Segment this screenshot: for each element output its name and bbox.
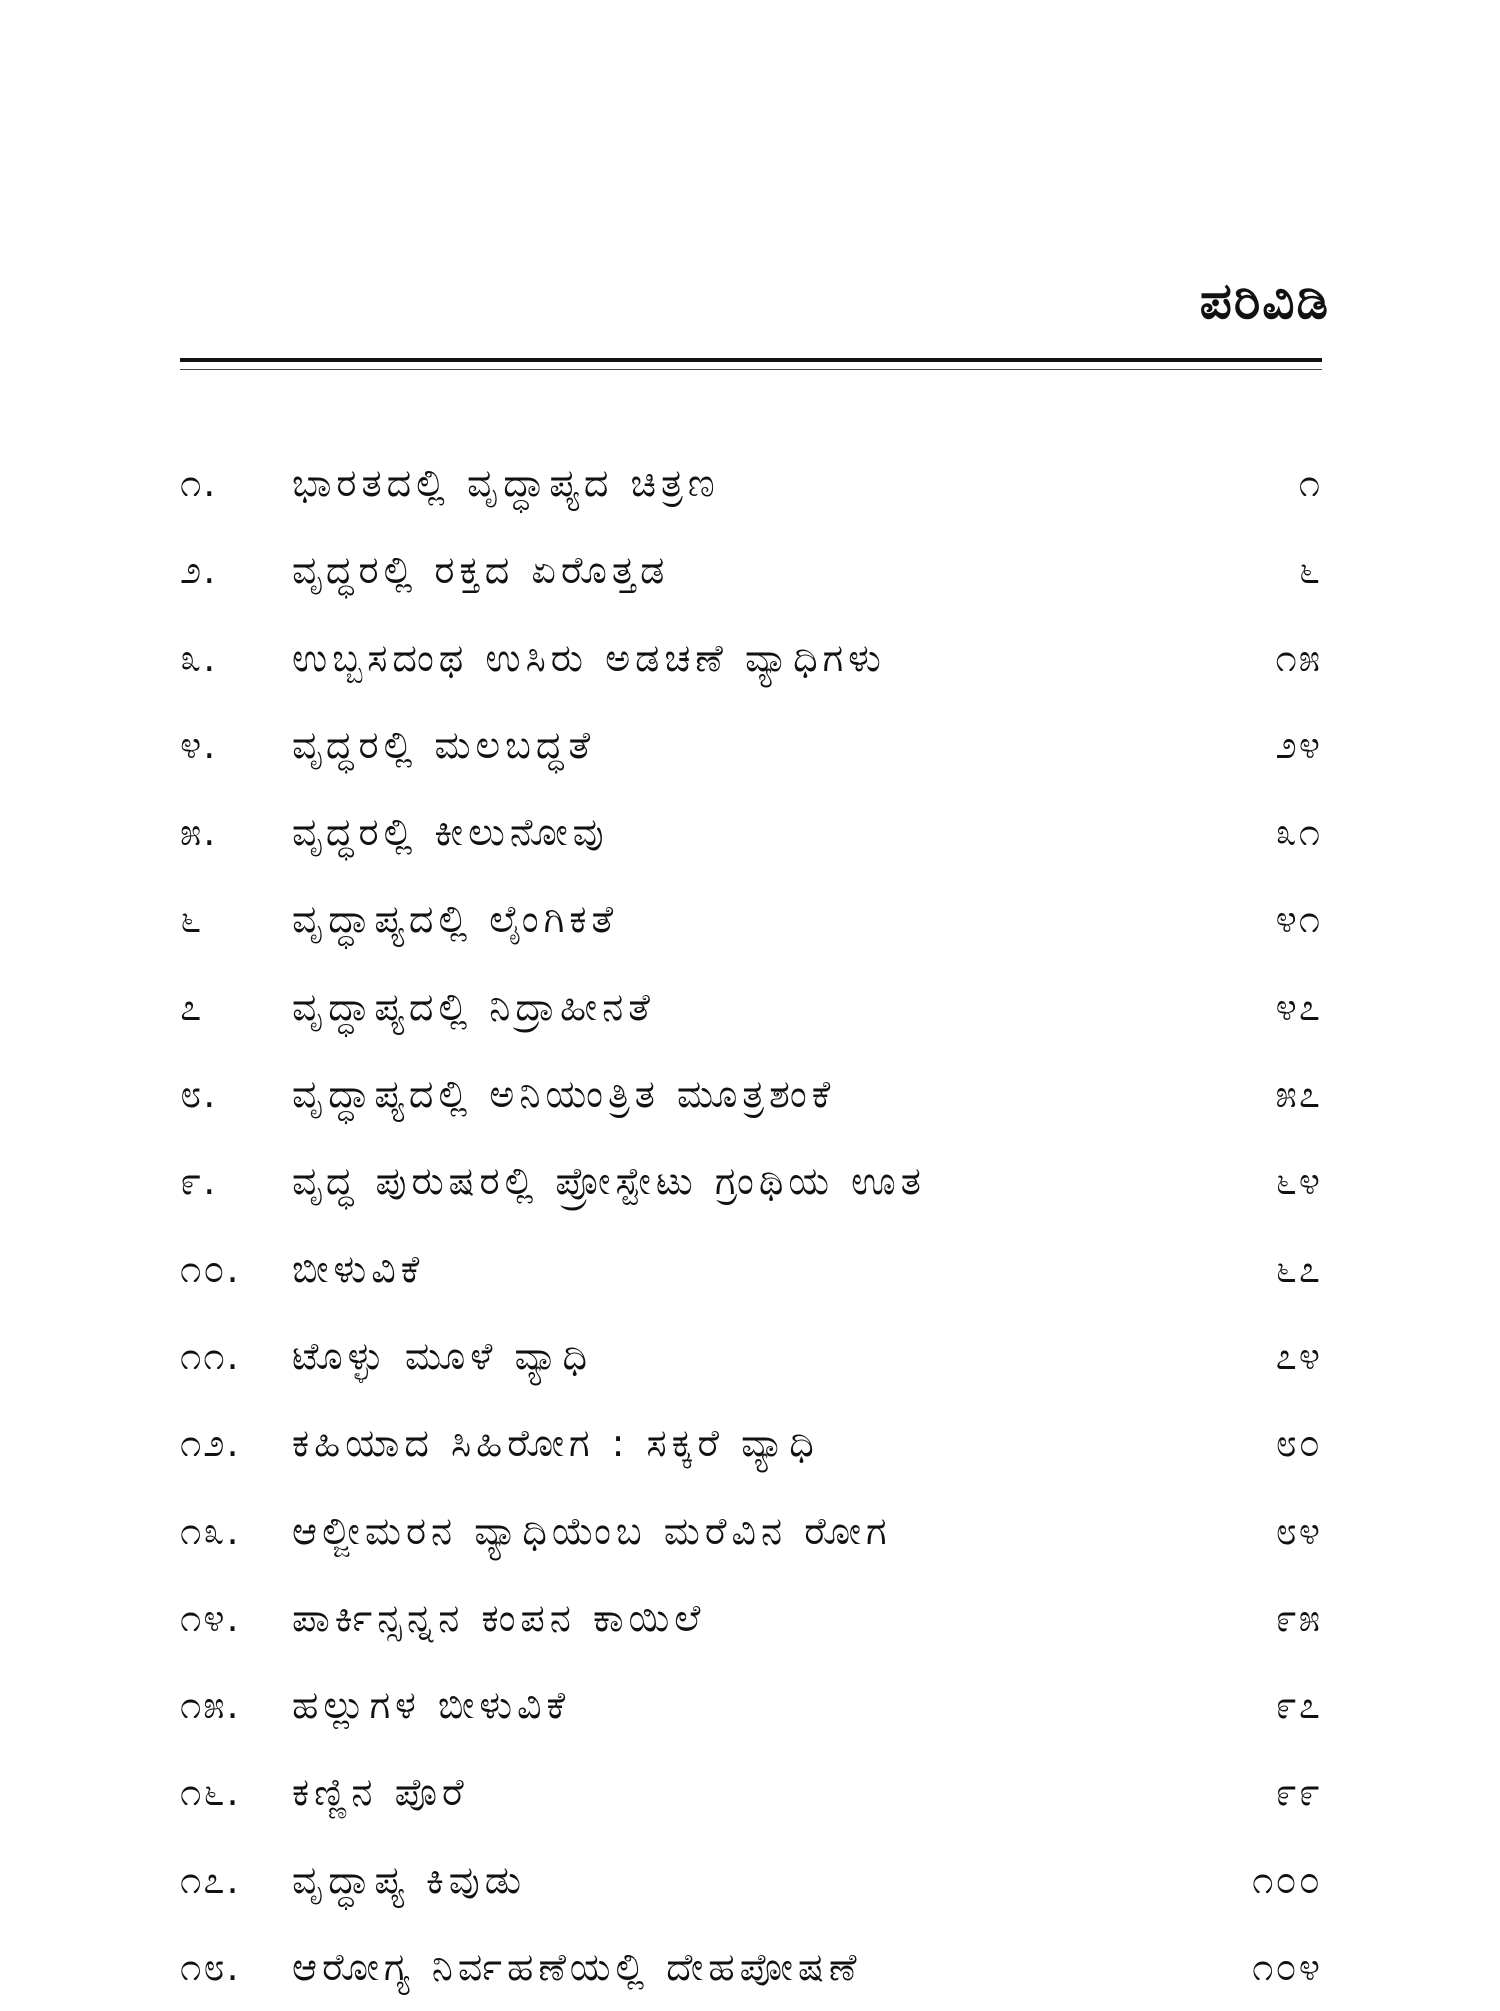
toc-entry [180, 1575, 1322, 1662]
toc-entry [180, 1837, 1322, 1924]
entry-page: ೮೦ [1275, 1421, 1322, 1466]
entry-number: ೬ [180, 897, 204, 942]
entry-number: ೧೮. [180, 1945, 241, 1990]
toc-entry [180, 1924, 1322, 2011]
entry-number: ೧೬. [180, 1770, 241, 1815]
entry-page: ೧೦೦ [1252, 1857, 1322, 1902]
toc-list [180, 440, 1322, 2011]
toc-entry [180, 1400, 1322, 1487]
toc-entry [180, 1138, 1322, 1225]
entry-title: ಉಬ್ಬಸದಂಥ ಉಸಿರು ಅಡಚಣೆ ವ್ಯಾಧಿಗಳು [292, 635, 886, 680]
entry-title: ಹಲ್ಲುಗಳ ಬೀಳುವಿಕೆ [292, 1683, 571, 1728]
toc-entry [180, 1749, 1322, 1836]
entry-title: ವೃದ್ಧಾಪ್ಯದಲ್ಲಿ ಅನಿಯಂತ್ರಿತ ಮೂತ್ರಶಂಕೆ [292, 1072, 836, 1117]
entry-page: ೪೧ [1275, 897, 1322, 942]
entry-page: ೫೭ [1275, 1072, 1322, 1117]
entry-page: ೭೪ [1275, 1333, 1322, 1378]
entry-number: ೧೦. [180, 1246, 241, 1291]
toc-entry [180, 615, 1322, 702]
toc-entry [180, 527, 1322, 614]
entry-number: ೧೪. [180, 1595, 241, 1640]
entry-number: ೧೭. [180, 1857, 241, 1902]
entry-title: ಬೀಳುವಿಕೆ [292, 1246, 425, 1291]
entry-title: ಕಣ್ಣಿನ ಪೊರೆ [292, 1770, 469, 1815]
toc-entry [180, 964, 1322, 1051]
entry-number: ೧೧. [180, 1333, 241, 1378]
entry-page: ೧೦೪ [1252, 1945, 1322, 1990]
entry-title: ಪಾರ್ಕಿನ್ಸನ್ನನ ಕಂಪನ ಕಾಯಿಲೆ [292, 1595, 706, 1640]
entry-page: ೮೪ [1275, 1508, 1322, 1553]
toc-entry [180, 876, 1322, 963]
toc-entry [180, 1488, 1322, 1575]
entry-page: ೯೫ [1275, 1595, 1322, 1640]
toc-entry [180, 1313, 1322, 1400]
entry-number: ೯. [180, 1159, 218, 1204]
entry-title: ವೃದ್ಧಾಪ್ಯ ಕಿವುಡು [292, 1857, 527, 1902]
entry-number: ೧. [180, 461, 218, 505]
page-title: ಪರಿವಿಡಿ [1199, 272, 1330, 330]
entry-page: ೬ [1298, 548, 1322, 593]
entry-page: ೬೭ [1275, 1246, 1322, 1291]
entry-page: ೧ [1298, 461, 1322, 505]
entry-title: ವೃದ್ಧರಲ್ಲಿ ಕೀಲುನೋವು [292, 810, 609, 855]
entry-page: ೯೭ [1275, 1683, 1322, 1728]
entry-number: ೮. [180, 1072, 218, 1117]
toc-entry [180, 789, 1322, 876]
entry-title: ಆರೋಗ್ಯ ನಿರ್ವಹಣೆಯಲ್ಲಿ ದೇಹಪೋಷಣೆ [292, 1945, 862, 1990]
entry-title: ವೃದ್ಧಾಪ್ಯದಲ್ಲಿ ನಿದ್ರಾಹೀನತೆ [292, 984, 655, 1029]
entry-title: ವೃದ್ಧರಲ್ಲಿ ರಕ್ತದ ಏರೊತ್ತಡ [292, 548, 670, 593]
title-rule-thick [180, 358, 1322, 362]
toc-entry [180, 1051, 1322, 1138]
entry-page: ೩೧ [1275, 810, 1322, 855]
entry-number: ೩. [180, 635, 218, 680]
entry-number: ೧೩. [180, 1508, 241, 1553]
entry-page: ೬೪ [1275, 1159, 1322, 1204]
entry-number: ೧೫. [180, 1683, 241, 1728]
entry-page: ೨೪ [1275, 722, 1322, 767]
entry-number: ೭ [180, 984, 204, 1029]
title-rule-thin [180, 369, 1322, 370]
entry-title: ಕಹಿಯಾದ ಸಿಹಿರೋಗ : ಸಕ್ಕರೆ ವ್ಯಾಧಿ [292, 1421, 819, 1466]
toc-entry [180, 1226, 1322, 1313]
entry-page: ೧೫ [1275, 635, 1322, 680]
entry-title: ಭಾರತದಲ್ಲಿ ವೃದ್ಧಾಪ್ಯದ ಚಿತ್ರಣ [292, 461, 720, 505]
entry-number: ೪. [180, 722, 218, 767]
toc-entry [180, 702, 1322, 789]
entry-title: ಟೊಳ್ಳು ಮೂಳೆ ವ್ಯಾಧಿ [292, 1333, 593, 1378]
entry-number: ೧೨. [180, 1421, 241, 1466]
entry-title: ಆಲ್ಜೀಮರನ ವ್ಯಾಧಿಯೆಂಬ ಮರೆವಿನ ರೋಗ [292, 1508, 892, 1553]
toc-entry [180, 1662, 1322, 1749]
entry-page: ೪೭ [1275, 984, 1322, 1029]
entry-title: ವೃದ್ಧ ಪುರುಷರಲ್ಲಿ ಪ್ರೋಸ್ಟೇಟು ಗ್ರಂಥಿಯ ಊತ [292, 1159, 926, 1204]
entry-title: ವೃದ್ಧರಲ್ಲಿ ಮಲಬದ್ಧತೆ [292, 722, 596, 767]
entry-page: ೯೯ [1275, 1770, 1322, 1815]
entry-title: ವೃದ್ಧಾಪ್ಯದಲ್ಲಿ ಲೈಂಗಿಕತೆ [292, 897, 619, 942]
entry-number: ೨. [180, 548, 218, 593]
toc-entry [180, 440, 1322, 527]
entry-number: ೫. [180, 810, 218, 855]
